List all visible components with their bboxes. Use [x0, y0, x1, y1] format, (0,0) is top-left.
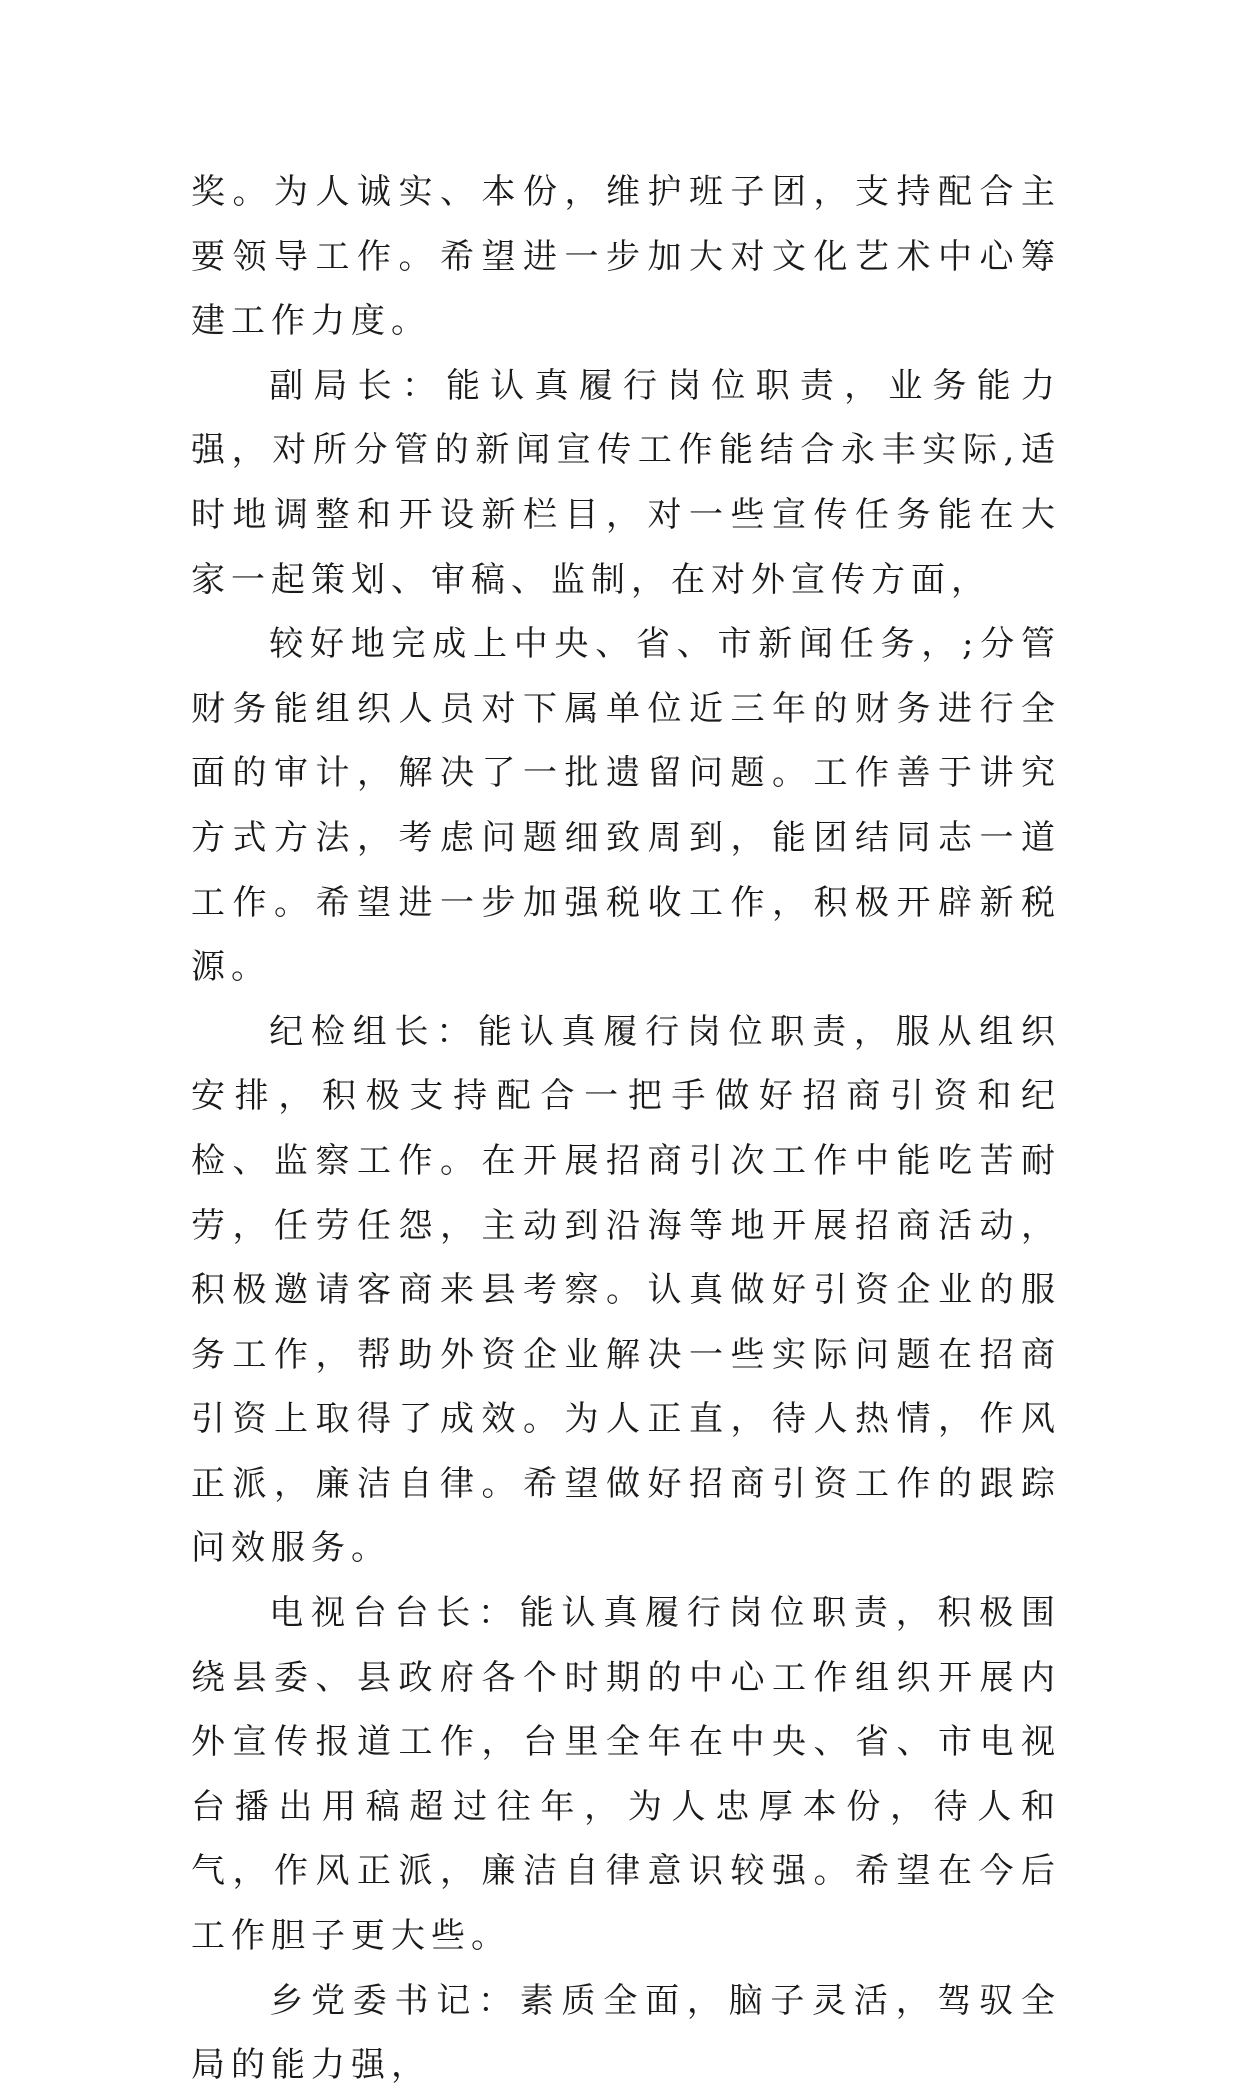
paragraph-tv-station-head: 电视台台长：能认真履行岗位职责，积极围绕县委、县政府各个时期的中心工作组织开展内外宣传报道工作，台里全年在中央、省、市电视台播出用稿超过往年，为人忠厚本份，待人和气，作风正派，廉洁自律意识较强。希望在今后工作胆子更大些。 — [191, 1593, 1061, 1957]
paragraph-township-secretary: 乡党委书记：素质全面，脑子灵活，驾驭全局的能力强， — [191, 1980, 1061, 2086]
document-body — [191, 160, 1061, 2098]
paragraph-news-finance: 较好地完成上中央、省、市新闻任务，;分管财务能组织人员对下属单位近三年的财务进行全面的审计，解决了一批遗留问题。工作善于讲究方式方法，考虑问题细致周到，能团结同志一道工作。希望进一步加强税收工作，积极开辟新税源。 — [191, 624, 1061, 988]
paragraph-deputy-director: 副局长：能认真履行岗位职责，业务能力强，对所分管的新闻宣传工作能结合永丰实际,适时地调整和开设新栏目，对一些宣传任务能在大家一起策划、审稿、监制，在对外宣传方面， — [191, 365, 1061, 600]
paragraph-1: 奖。为人诚实、本份，维护班子团，支持配合主要领导工作。希望进一步加大对文化艺术中心筹建工作力度。 — [191, 172, 1061, 342]
paragraph-discipline-head: 纪检组长：能认真履行岗位职责，服从组织安排，积极支持配合一把手做好招商引资和纪检、监察工作。在开展招商引次工作中能吃苦耐劳，任劳任怨，主动到沿海等地开展招商活动，积极邀请客商来县考察。认真做好引资企业的服务工作，帮助外资企业解决一些实际问题在招商引资上取得了成效。为人正直，待人热情，作风正派，廉洁自律。希望做好招商引资工作的跟踪问效服务。 — [191, 1011, 1061, 1569]
